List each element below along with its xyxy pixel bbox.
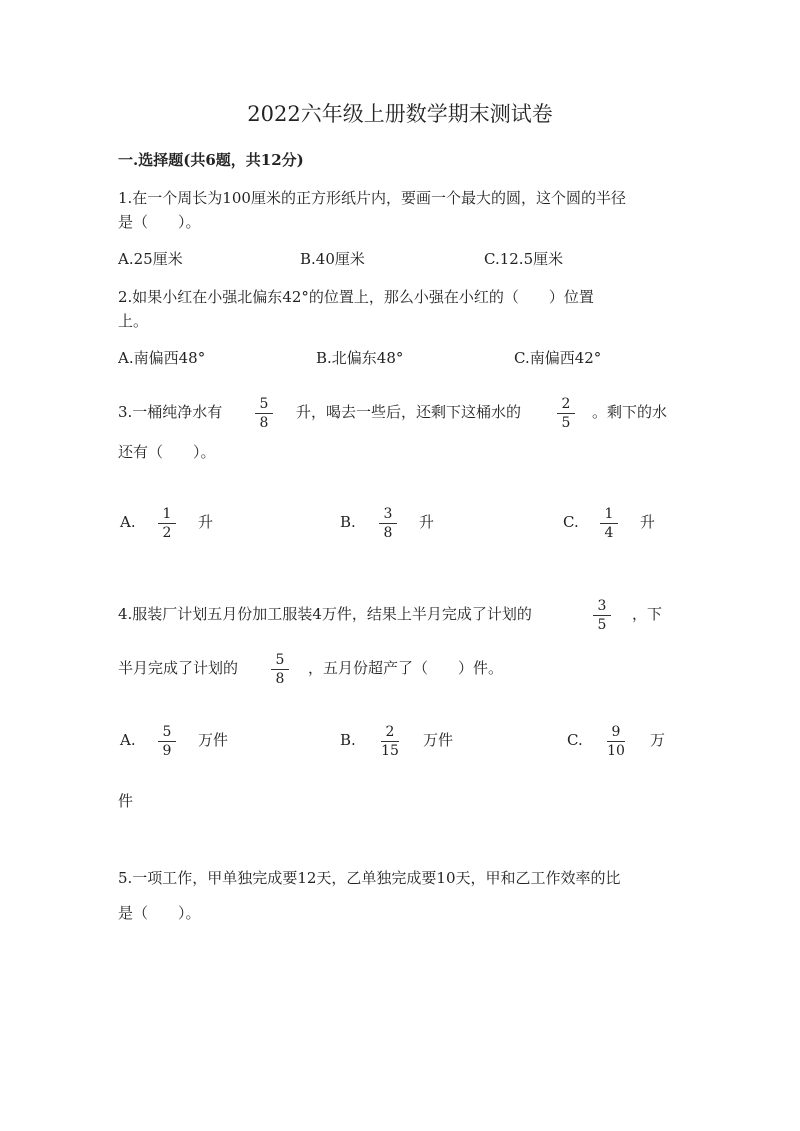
q3-option-a-letter: A.: [120, 513, 136, 531]
q1-line-1: 1.在一个周长为100厘米的正方形纸片内，要画一个最大的圆，这个圆的半径: [118, 189, 626, 207]
q4-fraction-2-numerator: 5: [275, 652, 285, 668]
q4-option-b-numerator: 2: [385, 724, 395, 740]
q1-line-2: 是（ ）。: [118, 213, 201, 231]
q4-option-a-letter: A.: [120, 731, 136, 749]
q4-option-c-numerator: 9: [611, 724, 621, 740]
q3-fraction-1-denominator: 8: [259, 415, 269, 431]
q3-option-a-denominator: 2: [162, 525, 172, 541]
q3-option-b-fraction: [377, 506, 399, 541]
q2-option-b: B.北偏东48°: [316, 349, 404, 367]
q3-text-3: 。剩下的水: [592, 403, 668, 421]
q3-line-2: 还有（ ）。: [118, 443, 216, 461]
q4-option-c-unit-wrap: 件: [118, 792, 134, 810]
q3-fraction-1: [253, 396, 275, 431]
q5-line-1: 5.一项工作，甲单独完成要12天，乙单独完成要10天，甲和乙工作效率的比: [118, 869, 621, 887]
q3-fraction-2-denominator: 5: [561, 415, 571, 431]
q4-option-b-unit: 万件: [423, 731, 454, 749]
q3-option-b-numerator: 3: [383, 506, 393, 522]
q1-option-b: B.40厘米: [300, 250, 365, 268]
q1-option-c: C.12.5厘米: [484, 250, 564, 268]
q2-option-a: A.南偏西48°: [118, 349, 206, 367]
q4-fraction-2-denominator: 8: [275, 671, 285, 687]
q3-option-b-denominator: 8: [383, 525, 393, 541]
q3-option-c-letter: C.: [563, 513, 579, 531]
q3-option-c-denominator: 4: [604, 525, 614, 541]
q1-option-a: A.25厘米: [118, 250, 183, 268]
q4-text-3: 半月完成了计划的: [118, 659, 239, 677]
q3-option-a-numerator: 1: [162, 506, 172, 522]
q4-text-4: ，五月份超产了（ ）件。: [308, 659, 504, 677]
q3-option-a-fraction: [156, 506, 178, 541]
q4-option-a-unit: 万件: [198, 731, 229, 749]
q4-text-1: 4.服装厂计划五月份加工服装4万件，结果上半月完成了计划的: [118, 605, 532, 623]
q4-option-b-fraction: [379, 724, 401, 759]
q4-option-c-unit: 万: [650, 731, 666, 749]
q3-text-2: 升，喝去一些后，还剩下这桶水的: [296, 403, 522, 421]
q4-option-b-letter: B.: [340, 731, 356, 749]
q4-option-a-fraction: [156, 724, 178, 759]
q4-fraction-1-denominator: 5: [597, 617, 607, 633]
q3-option-c-unit: 升: [640, 513, 656, 531]
q4-fraction-1: [591, 598, 613, 633]
q4-option-c-denominator: 10: [607, 743, 625, 759]
q2-line-2: 上。: [118, 312, 149, 330]
q3-fraction-1-numerator: 5: [259, 396, 269, 412]
q4-option-c-fraction: [605, 724, 627, 759]
q3-fraction-2-numerator: 2: [561, 396, 571, 412]
section-heading: 一.选择题(共6题，共12分): [118, 151, 304, 169]
q3-option-b-letter: B.: [340, 513, 356, 531]
q3-text-1: 3.一桶纯净水有: [118, 403, 223, 421]
q3-option-c-fraction: [598, 506, 620, 541]
q2-line-1: 2.如果小红在小强北偏东42°的位置上，那么小强在小红的（ ）位置: [118, 288, 594, 306]
q2-option-c: C.南偏西42°: [514, 349, 602, 367]
q4-option-c-letter: C.: [567, 731, 583, 749]
q3-option-a-unit: 升: [198, 513, 214, 531]
page-title: 2022六年级上册数学期末测试卷: [247, 102, 553, 126]
q3-fraction-2: [555, 396, 577, 431]
q5-line-2: 是（ ）。: [118, 904, 201, 922]
q4-fraction-1-numerator: 3: [597, 598, 607, 614]
q4-option-b-denominator: 15: [381, 743, 399, 759]
q4-fraction-2: [269, 652, 291, 687]
q4-option-a-numerator: 5: [162, 724, 172, 740]
q4-option-a-denominator: 9: [162, 743, 172, 759]
q3-option-b-unit: 升: [419, 513, 435, 531]
q3-option-c-numerator: 1: [604, 506, 614, 522]
q4-text-2: ，下: [632, 605, 663, 623]
